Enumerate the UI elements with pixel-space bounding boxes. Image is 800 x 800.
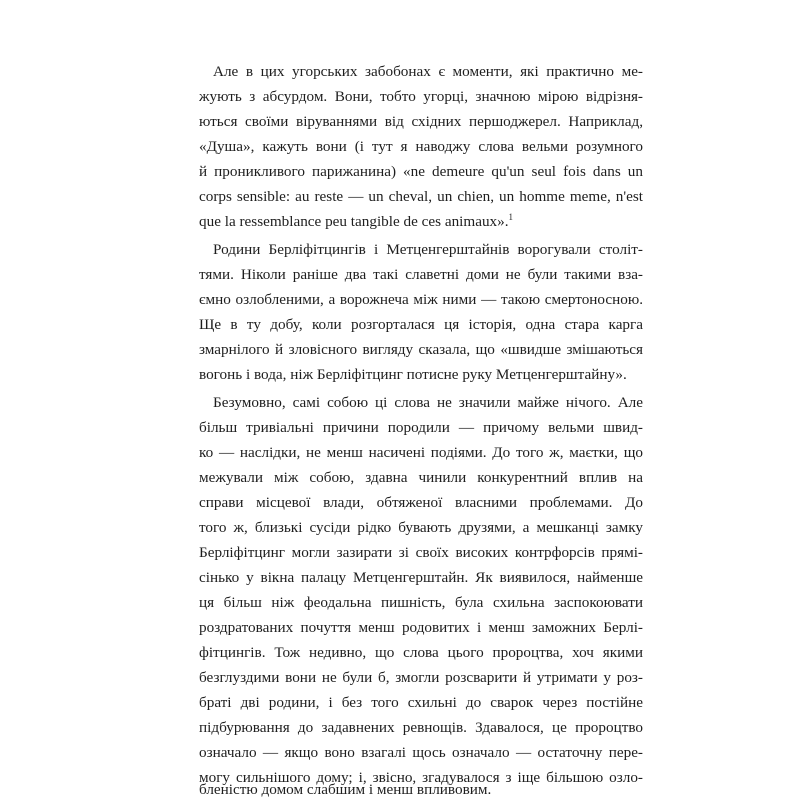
text-line: Берліфітцинг могли зазирати зі своїх високих контрфорсів прямі- (199, 544, 643, 561)
text-line: ця більш ніж феодальна пишність, була схильна заспокоювати (199, 594, 643, 611)
text-line: безглуздими вони не були б, змогли розсварити й утримати у роз- (199, 669, 643, 686)
text-line: corps sensible: au reste — un cheval, un chien, un homme meme, n'est (199, 188, 643, 205)
text-line: жують з абсурдом. Вони, тобто угорці, значною мірою відрізня- (199, 88, 643, 105)
text-line: роздратованих почуття менш родовитих і менш заможних Берлі- (199, 619, 643, 636)
text-line-content: que la ressemblance peu tangible de ces animaux». (199, 213, 509, 230)
text-line: сінько у вікна палацу Метценгерштайн. Як виявилося, найменше (199, 569, 643, 586)
text-line: фітцингів. Тож недивно, що слова цього пророцтва, хоч якими (199, 644, 643, 661)
footnote-reference: 1 (508, 212, 514, 222)
text-line: бленістю домом слабшим і менш впливовим. (199, 781, 492, 798)
text-line: Ще в ту добу, коли розгорталася ця історія, одна стара карга (199, 316, 643, 333)
text-line: підбурювання до задавнених ревнощів. Здавалося, це пророцтво (199, 719, 643, 736)
text-line: «Душа», кажуть вони (і тут я наводжу слова вельми розумного (199, 138, 643, 155)
text-line: Родини Берліфітцингів і Метценгерштайнів ворогували століт- (213, 241, 643, 258)
text-line: могу сильнішого дому; і, звісно, згадувалося з іще більшою озло- (199, 769, 643, 786)
text-line: ємно озлобленими, а ворожнеча між ними — такою смертоносною. (199, 291, 643, 308)
text-line: браті дві родини, і без того схильні до сварок через постійне (199, 694, 643, 711)
text-line: змарнілого й зловісного вигляду сказала, що «швидше змішаються (199, 341, 643, 358)
text-line: більш тривіальні причини породили — причому вельми швид- (199, 419, 643, 436)
text-line: справи місцевої влади, обтяженої власними проблемами. До (199, 494, 643, 511)
text-line: ко — наслідки, не менш насичені подіями. До того ж, маєтки, що (199, 444, 643, 461)
text-line: тями. Ніколи раніше два такі славетні доми не були такими вза- (199, 266, 643, 283)
text-line: ються своїми віруваннями від східних першоджерел. Наприклад, (199, 113, 643, 130)
text-line: того ж, близькі сусіди рідко бувають друзями, а мешканці замку (199, 519, 643, 536)
text-line: вогонь і вода, ніж Берліфітцинг потисне руку Метценгерштайну». (199, 366, 627, 383)
text-line: Але в цих угорських забобонах є моменти, які практично ме- (213, 63, 643, 80)
text-line (199, 212, 643, 232)
text-line: межували між собою, здавна чинили конкурентний вплив на (199, 469, 643, 486)
text-line: означало — якщо воно взагалі щось означало — остаточну пере- (199, 744, 643, 761)
text-line: й проникливого парижанина) «ne demeure qu'un seul fois dans un (199, 163, 643, 180)
text-line: Безумовно, самі собою ці слова не значили майже нічого. Але (213, 394, 643, 411)
